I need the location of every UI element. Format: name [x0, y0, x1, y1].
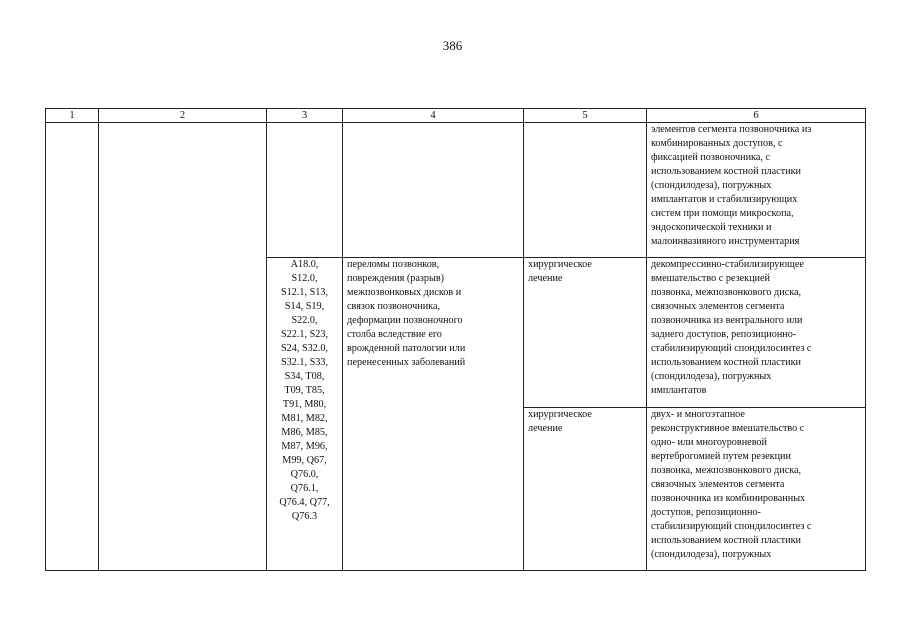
cell-icd-codes: A18.0, S12.0, S12.1, S13, S14, S19, S22.0, S22.1, S23, S24, S32.0, S32.1, S33, S34, T08, T09, T85, T91, M80, M81, M82, M86, M85, M87, M96, M99, Q67, Q76.0, Q76.1, Q76.4, Q77, Q76.3	[267, 258, 343, 571]
cell-treatment-method: двух- и многоэтапное реконструктивное вмешательство с одно- или многоуровневой вертеброгомией путем резекции позвонка, межпозвонкового диска, связочных элементов сегмента позвоночника из комбинированных доступов, репозиционно- стабилизирующий спондилосинтез с использованием костной пластики (спондилодеза), погружных	[647, 408, 866, 571]
header-col-4: 4	[343, 109, 524, 123]
cell-diagnosis: переломы позвонков, повреждения (разрыв) межпозвонковых дисков и связок позвоночника, деформации позвоночного столба вследствие его врожденной патологии или перенесенных заболеваний	[343, 258, 524, 571]
cell-codes-empty	[267, 123, 343, 258]
cell-treatment-type: хирургическое лечение	[524, 408, 647, 571]
table-header-row	[46, 109, 866, 123]
cell-profile	[99, 123, 267, 571]
cell-treatment-type: хирургическое лечение	[524, 258, 647, 408]
header-col-1: 1	[46, 109, 99, 123]
medical-care-table	[45, 108, 866, 571]
header-col-6: 6	[647, 109, 866, 123]
cell-method-continued: элементов сегмента позвоночника из комбинированных доступов, с фиксацией позвоночника, с использованием костной пластики (спондилодеза), погружных имплантатов и стабилизирующих систем при помощи микроскопа, эндоскопической техники и малоинвазивного инструментария	[647, 123, 866, 258]
header-col-3: 3	[267, 109, 343, 123]
table-row	[46, 123, 866, 258]
cell-diagnosis-empty	[343, 123, 524, 258]
header-col-2: 2	[99, 109, 267, 123]
cell-treatment-empty	[524, 123, 647, 258]
header-col-5: 5	[524, 109, 647, 123]
cell-treatment-method: декомпрессивно-стабилизирующее вмешательство с резекцией позвонка, межпозвонкового диска, связочных элементов сегмента позвоночника из вентрального или заднего доступов, репозиционно- стабилизирующий спондилосинтез с использованием костной пластики (спондилодеза), погружных имплантатов	[647, 258, 866, 408]
cell-number	[46, 123, 99, 571]
page-number: 386	[442, 38, 463, 53]
